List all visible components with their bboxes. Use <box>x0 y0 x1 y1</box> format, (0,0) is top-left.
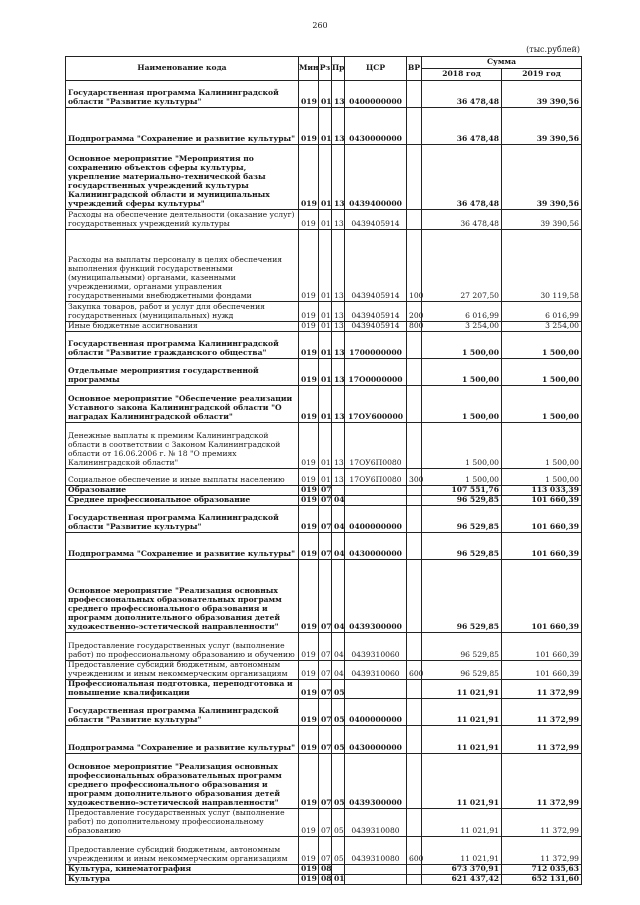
cell-y2019: 39 390,56 <box>502 145 582 210</box>
cell-min: 019 <box>299 874 319 884</box>
cell-y2018: 1 500,00 <box>422 386 502 423</box>
cell-rz: 07 <box>319 661 332 680</box>
cell-vr <box>407 533 422 560</box>
cell-name: Предоставление субсидий бюджетным, автономным учреждениям и иным некоммерческим организациям <box>66 661 299 680</box>
cell-y2019: 101 660,39 <box>502 560 582 633</box>
cell-min: 019 <box>299 633 319 661</box>
cell-pr: 01 <box>332 874 345 884</box>
cell-name: Среднее профессиональное образование <box>66 496 299 506</box>
budget-table <box>65 56 582 885</box>
cell-name: Подпрограмма "Сохранение и развитие культуры" <box>66 725 299 753</box>
cell-rz: 08 <box>319 874 332 884</box>
cell-y2019: 101 660,39 <box>502 661 582 680</box>
table-row <box>66 81 582 108</box>
cell-csr: 0439310060 <box>345 661 407 680</box>
cell-name: Основное мероприятие "Реализация основных профессиональных образовательных программ среднего профессионального образования и программ дополнительного образования детей художественно-эстетической направленности" <box>66 560 299 633</box>
cell-min: 019 <box>299 332 319 359</box>
cell-csr: 17ОУ6П0080 <box>345 423 407 469</box>
cell-y2019: 11 372,99 <box>502 698 582 725</box>
cell-name: Предоставление государственных услуг (выполнение работ) по дополнительному профессиональному образованию <box>66 808 299 836</box>
cell-csr: 1700000000 <box>345 332 407 359</box>
cell-name: Государственная программа Калининградской области "Развитие гражданского общества" <box>66 332 299 359</box>
table-row <box>66 679 582 698</box>
cell-y2018: 11 021,91 <box>422 679 502 698</box>
cell-name: Подпрограмма "Сохранение и развитие культуры" <box>66 108 299 145</box>
cell-csr <box>345 874 407 884</box>
cell-pr: 04 <box>332 496 345 506</box>
cell-y2019: 101 660,39 <box>502 533 582 560</box>
cell-vr <box>407 725 422 753</box>
table-row <box>66 359 582 386</box>
cell-y2019: 101 660,39 <box>502 506 582 533</box>
cell-vr <box>407 210 422 230</box>
cell-min: 019 <box>299 423 319 469</box>
cell-min: 019 <box>299 108 319 145</box>
cell-y2018: 107 551,76 <box>422 486 502 496</box>
cell-rz: 01 <box>319 423 332 469</box>
cell-csr: 0430000000 <box>345 108 407 145</box>
cell-y2018: 36 478,48 <box>422 108 502 145</box>
cell-pr: 04 <box>332 661 345 680</box>
header-sum: Сумма <box>422 57 582 69</box>
cell-y2019: 39 390,56 <box>502 210 582 230</box>
cell-min: 019 <box>299 864 319 874</box>
cell-pr: 05 <box>332 836 345 864</box>
cell-pr: 05 <box>332 725 345 753</box>
cell-vr <box>407 145 422 210</box>
cell-min: 019 <box>299 496 319 506</box>
cell-rz: 01 <box>319 210 332 230</box>
header-2019: 2019 год <box>502 69 582 81</box>
header-2018: 2018 год <box>422 69 502 81</box>
table-row <box>66 633 582 661</box>
cell-csr: 0439310060 <box>345 633 407 661</box>
cell-rz: 07 <box>319 698 332 725</box>
cell-name: Образование <box>66 486 299 496</box>
table-row <box>66 145 582 210</box>
cell-min: 019 <box>299 302 319 322</box>
cell-csr: 0400000000 <box>345 698 407 725</box>
cell-pr: 04 <box>332 506 345 533</box>
cell-pr: 13 <box>332 108 345 145</box>
cell-min: 019 <box>299 210 319 230</box>
cell-rz: 07 <box>319 836 332 864</box>
cell-pr <box>332 864 345 874</box>
cell-vr <box>407 560 422 633</box>
cell-rz: 01 <box>319 230 332 302</box>
cell-csr <box>345 679 407 698</box>
cell-y2019: 39 390,56 <box>502 81 582 108</box>
cell-pr: 13 <box>332 469 345 486</box>
cell-vr <box>407 506 422 533</box>
cell-rz: 01 <box>319 145 332 210</box>
cell-name: Подпрограмма "Сохранение и развитие культуры" <box>66 533 299 560</box>
cell-csr: 0439310080 <box>345 836 407 864</box>
table-row <box>66 302 582 322</box>
cell-min: 019 <box>299 753 319 808</box>
cell-pr: 13 <box>332 359 345 386</box>
table-row <box>66 753 582 808</box>
cell-y2018: 1 500,00 <box>422 423 502 469</box>
cell-name: Предоставление субсидий бюджетным, автономным учреждениям и иным некоммерческим организациям <box>66 836 299 864</box>
cell-csr: 0439405914 <box>345 210 407 230</box>
cell-vr <box>407 332 422 359</box>
cell-vr <box>407 486 422 496</box>
cell-min: 019 <box>299 386 319 423</box>
cell-min: 019 <box>299 661 319 680</box>
table-row <box>66 506 582 533</box>
cell-min: 019 <box>299 698 319 725</box>
cell-vr <box>407 864 422 874</box>
cell-y2018: 11 021,91 <box>422 698 502 725</box>
cell-vr <box>407 108 422 145</box>
cell-y2018: 36 478,48 <box>422 145 502 210</box>
cell-name: Культура, кинематография <box>66 864 299 874</box>
cell-pr: 13 <box>332 145 345 210</box>
cell-csr: 0430000000 <box>345 533 407 560</box>
cell-csr: 17ОУ6П0080 <box>345 469 407 486</box>
cell-vr: 800 <box>407 322 422 332</box>
table-row <box>66 386 582 423</box>
cell-min: 019 <box>299 679 319 698</box>
cell-min: 019 <box>299 469 319 486</box>
cell-pr: 04 <box>332 560 345 633</box>
cell-name: Основное мероприятие "Реализация основных профессиональных образовательных программ среднего профессионального образования и программ дополнительного образования детей художественно-эстетической направленности" <box>66 753 299 808</box>
header-min: Мин <box>299 57 319 81</box>
cell-pr: 05 <box>332 808 345 836</box>
cell-rz: 07 <box>319 808 332 836</box>
cell-y2018: 36 478,48 <box>422 81 502 108</box>
cell-rz: 07 <box>319 533 332 560</box>
units-label: (тыс.рублей) <box>526 45 580 54</box>
cell-vr: 200 <box>407 302 422 322</box>
cell-vr: 600 <box>407 661 422 680</box>
cell-y2018: 621 437,42 <box>422 874 502 884</box>
cell-csr: 17ОУ600000 <box>345 386 407 423</box>
cell-pr: 05 <box>332 753 345 808</box>
cell-y2019: 39 390,56 <box>502 108 582 145</box>
cell-y2018: 27 207,50 <box>422 230 502 302</box>
cell-rz: 01 <box>319 332 332 359</box>
table-row <box>66 423 582 469</box>
cell-name: Денежные выплаты к премиям Калининградской области в соответствии с Законом Калининградской области от 16.06.2006 г. № 18 "О премиях Калининградской области" <box>66 423 299 469</box>
cell-rz: 01 <box>319 469 332 486</box>
cell-pr: 04 <box>332 633 345 661</box>
cell-pr: 13 <box>332 210 345 230</box>
cell-min: 019 <box>299 486 319 496</box>
table-row <box>66 661 582 680</box>
cell-csr <box>345 496 407 506</box>
cell-pr <box>332 486 345 496</box>
cell-name: Государственная программа Калининградской области "Развитие культуры" <box>66 698 299 725</box>
cell-rz: 07 <box>319 679 332 698</box>
cell-y2019: 11 372,99 <box>502 808 582 836</box>
table-row <box>66 836 582 864</box>
cell-y2018: 1 500,00 <box>422 469 502 486</box>
cell-y2019: 1 500,00 <box>502 359 582 386</box>
cell-y2018: 96 529,85 <box>422 661 502 680</box>
cell-y2018: 96 529,85 <box>422 506 502 533</box>
cell-y2019: 11 372,99 <box>502 753 582 808</box>
cell-y2018: 11 021,91 <box>422 725 502 753</box>
cell-vr <box>407 423 422 469</box>
table-row <box>66 560 582 633</box>
cell-vr: 100 <box>407 230 422 302</box>
cell-y2018: 3 254,00 <box>422 322 502 332</box>
cell-y2018: 6 016,99 <box>422 302 502 322</box>
cell-vr <box>407 359 422 386</box>
cell-name: Основное мероприятие "Обеспечение реализации Уставного закона Калининградской области "О наградах Калининградской области" <box>66 386 299 423</box>
table-row <box>66 874 582 884</box>
table-row <box>66 808 582 836</box>
cell-name: Социальное обеспечение и иные выплаты населению <box>66 469 299 486</box>
table-row <box>66 332 582 359</box>
cell-rz: 07 <box>319 496 332 506</box>
cell-csr: 0439310080 <box>345 808 407 836</box>
cell-rz: 01 <box>319 359 332 386</box>
cell-min: 019 <box>299 836 319 864</box>
cell-y2018: 1 500,00 <box>422 332 502 359</box>
table-row <box>66 725 582 753</box>
cell-csr: 0400000000 <box>345 506 407 533</box>
cell-csr <box>345 864 407 874</box>
cell-csr: 0430000000 <box>345 725 407 753</box>
cell-name: Закупка товаров, работ и услуг для обеспечения государственных (муниципальных) нужд <box>66 302 299 322</box>
table-row <box>66 864 582 874</box>
cell-pr: 05 <box>332 698 345 725</box>
cell-y2018: 11 021,91 <box>422 808 502 836</box>
cell-y2019: 1 500,00 <box>502 469 582 486</box>
cell-y2018: 1 500,00 <box>422 359 502 386</box>
cell-vr <box>407 386 422 423</box>
cell-y2019: 3 254,00 <box>502 322 582 332</box>
header-name: Наименование кода <box>66 57 299 81</box>
cell-vr: 300 <box>407 469 422 486</box>
cell-csr: 0439300000 <box>345 753 407 808</box>
cell-y2019: 1 500,00 <box>502 423 582 469</box>
cell-csr: 17О0000000 <box>345 359 407 386</box>
cell-min: 019 <box>299 506 319 533</box>
table-row <box>66 496 582 506</box>
cell-y2018: 36 478,48 <box>422 210 502 230</box>
cell-rz: 01 <box>319 81 332 108</box>
cell-min: 019 <box>299 322 319 332</box>
cell-min: 019 <box>299 145 319 210</box>
cell-rz: 07 <box>319 753 332 808</box>
cell-name: Профессиональная подготовка, переподготовка и повышение квалификации <box>66 679 299 698</box>
cell-csr: 0400000000 <box>345 81 407 108</box>
cell-name: Расходы на выплаты персоналу в целях обеспечения выполнения функций государственными (муниципальными) органами, казенными учреждениями, органами управления государственными внебюджетными фондами <box>66 230 299 302</box>
cell-min: 019 <box>299 725 319 753</box>
cell-pr: 13 <box>332 81 345 108</box>
cell-name: Государственная программа Калининградской области "Развитие культуры" <box>66 506 299 533</box>
cell-min: 019 <box>299 533 319 560</box>
table-row <box>66 322 582 332</box>
cell-y2019: 1 500,00 <box>502 332 582 359</box>
cell-y2018: 673 370,91 <box>422 864 502 874</box>
cell-rz: 01 <box>319 302 332 322</box>
cell-min: 019 <box>299 230 319 302</box>
cell-y2019: 652 131,60 <box>502 874 582 884</box>
header-pr: Пр <box>332 57 345 81</box>
cell-y2019: 30 119,58 <box>502 230 582 302</box>
table-row <box>66 533 582 560</box>
cell-y2018: 96 529,85 <box>422 496 502 506</box>
table-row <box>66 108 582 145</box>
cell-y2019: 101 660,39 <box>502 633 582 661</box>
cell-y2019: 11 372,99 <box>502 679 582 698</box>
cell-name: Отдельные мероприятия государственной программы <box>66 359 299 386</box>
table-row <box>66 469 582 486</box>
cell-y2019: 712 035,63 <box>502 864 582 874</box>
cell-vr <box>407 496 422 506</box>
cell-csr: 0439400000 <box>345 145 407 210</box>
cell-y2019: 113 033,39 <box>502 486 582 496</box>
header-rz: Рз <box>319 57 332 81</box>
cell-y2019: 101 660,39 <box>502 496 582 506</box>
cell-vr <box>407 81 422 108</box>
cell-min: 019 <box>299 560 319 633</box>
cell-vr <box>407 679 422 698</box>
cell-y2019: 1 500,00 <box>502 386 582 423</box>
cell-vr: 600 <box>407 836 422 864</box>
cell-pr: 13 <box>332 423 345 469</box>
header-vr: ВР <box>407 57 422 81</box>
cell-y2019: 6 016,99 <box>502 302 582 322</box>
cell-y2018: 96 529,85 <box>422 633 502 661</box>
cell-rz: 01 <box>319 108 332 145</box>
cell-y2018: 11 021,91 <box>422 753 502 808</box>
cell-y2018: 96 529,85 <box>422 560 502 633</box>
cell-rz: 07 <box>319 486 332 496</box>
cell-pr: 13 <box>332 332 345 359</box>
cell-rz: 07 <box>319 633 332 661</box>
cell-pr: 13 <box>332 230 345 302</box>
cell-vr <box>407 753 422 808</box>
cell-csr: 0439300000 <box>345 560 407 633</box>
cell-y2019: 11 372,99 <box>502 836 582 864</box>
cell-vr <box>407 633 422 661</box>
cell-rz: 07 <box>319 725 332 753</box>
cell-y2019: 11 372,99 <box>502 725 582 753</box>
cell-csr: 0439405914 <box>345 302 407 322</box>
table-row <box>66 230 582 302</box>
page-number: 260 <box>312 21 328 30</box>
cell-rz: 07 <box>319 560 332 633</box>
cell-rz: 01 <box>319 386 332 423</box>
header-csr: ЦСР <box>345 57 407 81</box>
table-row <box>66 698 582 725</box>
cell-rz: 07 <box>319 506 332 533</box>
table-row <box>66 486 582 496</box>
table-row <box>66 210 582 230</box>
cell-name: Культура <box>66 874 299 884</box>
cell-rz: 01 <box>319 322 332 332</box>
cell-vr <box>407 874 422 884</box>
cell-name: Расходы на обеспечение деятельности (оказание услуг) государственных учреждений культуры <box>66 210 299 230</box>
cell-pr: 13 <box>332 322 345 332</box>
cell-csr: 0439405914 <box>345 322 407 332</box>
cell-csr <box>345 486 407 496</box>
cell-name: Предоставление государственных услуг (выполнение работ) по профессиональному образованию и обучению <box>66 633 299 661</box>
cell-name: Основное мероприятие "Мероприятия по сохранению объектов сферы культуры, укрепление материально-технической базы государственных учреждений культуры Калининградской области и муниципальных учреждений сферы культуры" <box>66 145 299 210</box>
cell-csr: 0439405914 <box>345 230 407 302</box>
cell-pr: 04 <box>332 533 345 560</box>
cell-rz: 08 <box>319 864 332 874</box>
cell-name: Государственная программа Калининградской области "Развитие культуры" <box>66 81 299 108</box>
cell-vr <box>407 808 422 836</box>
cell-name: Иные бюджетные ассигнования <box>66 322 299 332</box>
cell-pr: 05 <box>332 679 345 698</box>
cell-pr: 13 <box>332 386 345 423</box>
cell-vr <box>407 698 422 725</box>
cell-pr: 13 <box>332 302 345 322</box>
cell-min: 019 <box>299 808 319 836</box>
cell-y2018: 96 529,85 <box>422 533 502 560</box>
cell-min: 019 <box>299 359 319 386</box>
cell-min: 019 <box>299 81 319 108</box>
cell-y2018: 11 021,91 <box>422 836 502 864</box>
